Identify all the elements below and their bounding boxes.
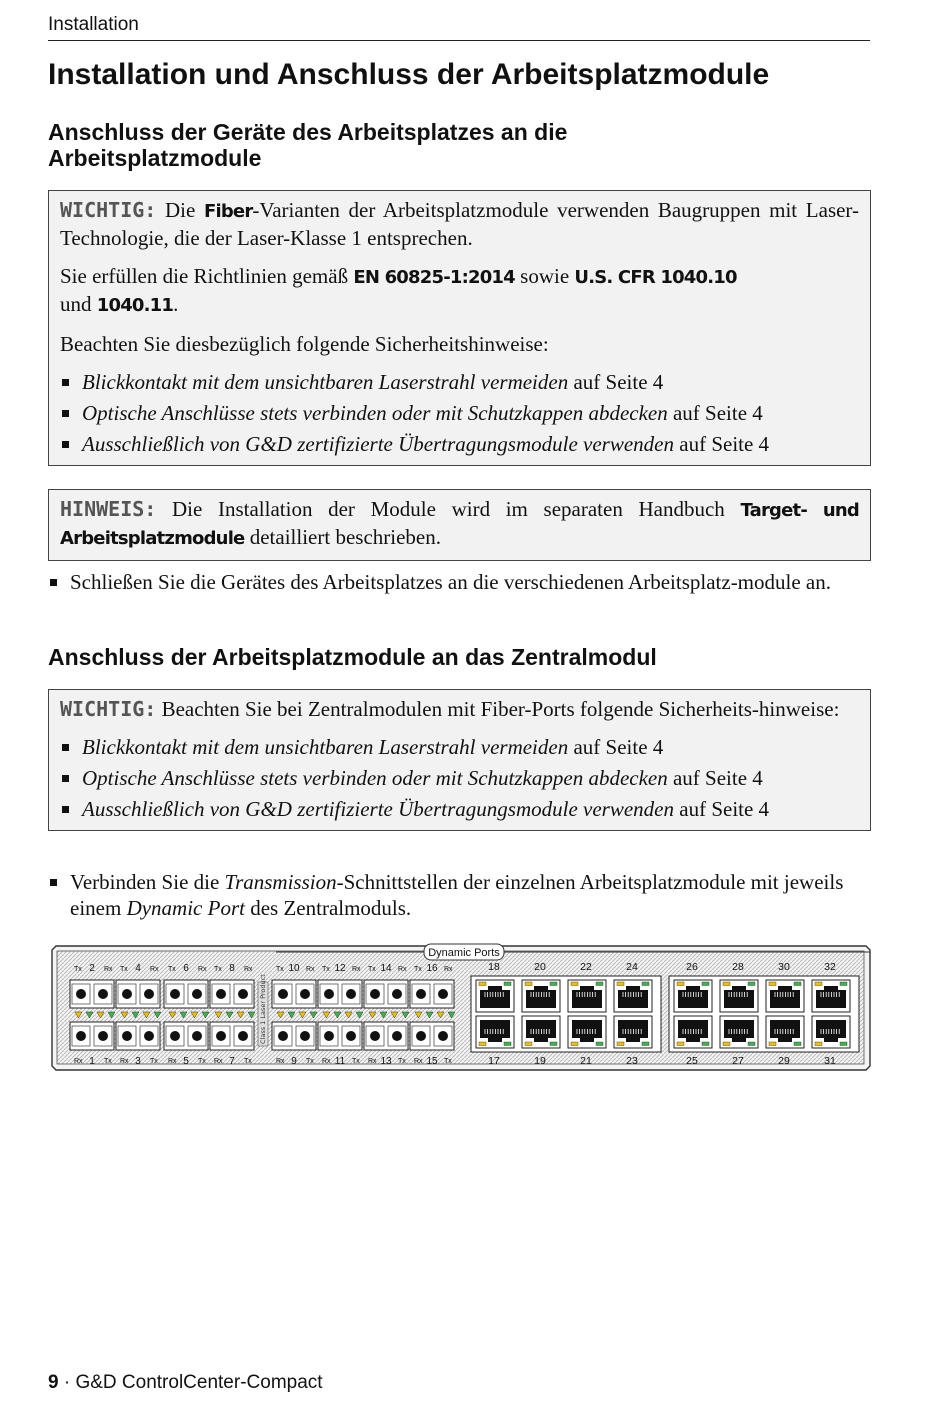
fiber-port-hole (324, 989, 334, 999)
sfp-port-number: 5 (183, 1056, 189, 1067)
fiber-port-hole (346, 1031, 356, 1041)
rj45-port-number: 18 (488, 961, 500, 973)
fiber-port-hole (416, 1031, 426, 1041)
sfp-port-number: 2 (89, 963, 95, 974)
sfp-tx-label: Tx (104, 1058, 112, 1065)
sfp-rx-label: Rx (104, 966, 113, 973)
step-item: Schließen Sie die Gerätes des Arbeitsplatzes an die verschiedenen Arbeitsplatz-module an. (48, 569, 858, 595)
rj45-led (840, 1042, 847, 1046)
running-header: Installation (48, 14, 870, 41)
important-box-1 (48, 190, 871, 466)
rj45-port-number: 26 (686, 961, 698, 973)
rj45-led (840, 982, 847, 986)
safety-link[interactable]: Optische Anschlüsse stets verbinden oder mit Schutzkappen abdecken (82, 766, 668, 790)
sfp-port-number: 14 (380, 963, 392, 974)
fiber-port-hole (300, 989, 310, 999)
important-box-2-text: WICHTIG: Beachten Sie bei Zentralmodulen mit Fiber-Ports folgende Sicherheits-hinweise: (60, 697, 840, 721)
sfp-tx-label: Tx (306, 1058, 314, 1065)
rj45-led (504, 982, 511, 986)
sfp-port-number: 12 (334, 963, 346, 974)
fiber-port-hole (192, 989, 202, 999)
standard-en: EN 60825-1:2014 (353, 267, 515, 288)
sfp-tx-label: Tx (368, 966, 376, 973)
page-number: 9 (48, 1372, 59, 1393)
standard-cfr: U.S. CFR 1040.10 (574, 267, 737, 288)
safety-link[interactable]: Ausschließlich von G&D zertifizierte Übertragungsmodule verwenden (82, 797, 674, 821)
page-title: Installation und Anschluss der Arbeitsplatzmodule (48, 58, 770, 91)
rj45-led (794, 982, 801, 986)
sfp-rx-label: Rx (198, 966, 207, 973)
sfp-rx-label: Rx (120, 1058, 129, 1065)
rj45-port-number: 29 (778, 1055, 790, 1067)
fiber-port-hole (170, 989, 180, 999)
rj45-led (677, 982, 684, 986)
sfp-rx-label: Rx (352, 966, 361, 973)
sfp-port-number: 11 (334, 1056, 346, 1067)
sfp-port-number: 13 (380, 1056, 392, 1067)
fiber-port-hole (370, 989, 380, 999)
sfp-port-number: 6 (183, 963, 189, 974)
note-label: HINWEIS: (60, 497, 157, 521)
important-label: WICHTIG: (60, 198, 157, 222)
rj45-led (769, 1042, 776, 1046)
sfp-rx-label: Rx (276, 1058, 285, 1065)
important-box-1-para3: Beachten Sie diesbezüglich folgende Sicherheitshinweise: (60, 332, 549, 356)
sfp-tx-label: Tx (168, 966, 176, 973)
fiber-port-hole (392, 989, 402, 999)
sfp-tx-label: Tx (414, 966, 422, 973)
fiber-port-hole (216, 989, 226, 999)
sfp-tx-label: Tx (352, 1058, 360, 1065)
rj45-port-number: 21 (580, 1055, 592, 1067)
sfp-rx-label: Rx (150, 966, 159, 973)
sfp-tx-label: Tx (120, 966, 128, 973)
fiber-port-hole (98, 1031, 108, 1041)
dynamic-ports-label: Dynamic Ports (428, 947, 500, 959)
fiber-port-hole (324, 1031, 334, 1041)
fiber-port-hole (370, 1031, 380, 1041)
important-box-1-para2: Sie erfüllen die Richtlinien gemäß EN 60825-1:2014 sowie U.S. CFR 1040.10 und 1040.11. (60, 264, 737, 316)
rj45-led (723, 982, 730, 986)
section2-heading: Anschluss der Arbeitsplatzmodule an das Zentralmodul (48, 644, 657, 670)
sfp-rx-label: Rx (444, 966, 453, 973)
fiber-port-hole (346, 989, 356, 999)
fiber-port-hole (238, 1031, 248, 1041)
rj45-led (702, 982, 709, 986)
note-text: HINWEIS: Die Installation der Module wird im separaten Handbuch Target- und Arbeitsplatzmodule detailliert beschrieben. (60, 497, 860, 549)
fiber-port-hole (216, 1031, 226, 1041)
rj45-led (642, 1042, 649, 1046)
rj45-led (550, 1042, 557, 1046)
sfp-port-number: 4 (135, 963, 141, 974)
rj45-port-number: 22 (580, 961, 592, 973)
fiber-port-hole (144, 989, 154, 999)
step-item: Verbinden Sie die Transmission-Schnittstellen der einzelnen Arbeitsplatzmodule mit jeweils einem Dynamic Port des Zentralmoduls. (48, 869, 858, 921)
fiber-port-hole (416, 989, 426, 999)
sfp-tx-label: Tx (74, 966, 82, 973)
fiber-port-hole (438, 989, 448, 999)
sfp-tx-label: Tx (322, 966, 330, 973)
rj45-port-number: 25 (686, 1055, 698, 1067)
rj45-led (596, 1042, 603, 1046)
sfp-tx-label: Tx (150, 1058, 158, 1065)
fiber-port-hole (122, 1031, 132, 1041)
sfp-rx-label: Rx (322, 1058, 331, 1065)
fiber-port-hole (278, 1031, 288, 1041)
sfp-tx-label: Tx (198, 1058, 206, 1065)
rj45-port-number: 20 (534, 961, 546, 973)
rj45-led (769, 982, 776, 986)
fiber-port-hole (144, 1031, 154, 1041)
rj45-led (596, 982, 603, 986)
sfp-rx-label: Rx (414, 1058, 423, 1065)
central-module-front-panel (48, 938, 874, 1078)
fiber-port-hole (76, 989, 86, 999)
rj45-led (479, 1042, 486, 1046)
fiber-port-hole (170, 1031, 180, 1041)
rj45-led (748, 982, 755, 986)
sfp-tx-label: Tx (444, 1058, 452, 1065)
sfp-port-number: 16 (426, 963, 438, 974)
sfp-rx-label: Rx (398, 966, 407, 973)
rj45-led (815, 1042, 822, 1046)
section1-heading: Anschluss der Geräte des Arbeitsplatzes an die Arbeitsplatzmodule (48, 119, 568, 171)
rj45-port-number: 23 (626, 1055, 638, 1067)
sfp-port-number: 3 (135, 1056, 141, 1067)
rj45-led (642, 982, 649, 986)
rj45-led (525, 1042, 532, 1046)
rj45-led (571, 982, 578, 986)
important-box-1-para1: WICHTIG: Die Fiber-Varianten der Arbeitsplatzmodule verwenden Baugruppen mit Laser-Technologie, die der Laser-Klasse 1 entsprechen. (60, 198, 860, 250)
laser-warning-text: Class 1 Laser Product (259, 974, 267, 1044)
rj45-led (550, 982, 557, 986)
rj45-led (504, 1042, 511, 1046)
fiber-port-hole (192, 1031, 202, 1041)
fiber-port-hole (438, 1031, 448, 1041)
rj45-port-number: 19 (534, 1055, 546, 1067)
rj45-led (723, 1042, 730, 1046)
sfp-port-number: 1 (89, 1056, 95, 1067)
list-item: Ausschließlich von G&D zertifizierte Übertragungsmodule verwenden auf Seite 4 (60, 796, 859, 822)
safety-list-2 (60, 734, 859, 822)
safety-link[interactable]: Ausschließlich von G&D zertifizierte Übertragungsmodule verwenden (82, 432, 674, 456)
rj45-port-number: 27 (732, 1055, 744, 1067)
important-box-2 (48, 689, 871, 831)
sfp-rx-label: Rx (74, 1058, 83, 1065)
sfp-rx-label: Rx (306, 966, 315, 973)
step-list-1 (48, 569, 858, 595)
rj45-port-number: 31 (824, 1055, 836, 1067)
fiber-port-hole (122, 989, 132, 999)
standard-cfr-2: 1040.11 (96, 295, 174, 316)
rj45-led (571, 1042, 578, 1046)
sfp-port-number: 10 (288, 963, 300, 974)
sfp-tx-label: Tx (244, 1058, 252, 1065)
important-label: WICHTIG: (60, 697, 157, 721)
rj45-led (617, 982, 624, 986)
rj45-led (677, 1042, 684, 1046)
rj45-led (815, 982, 822, 986)
sfp-port-number: 15 (426, 1056, 438, 1067)
rj45-port-number: 24 (626, 961, 638, 973)
rj45-led (479, 982, 486, 986)
fiber-port-hole (300, 1031, 310, 1041)
rj45-port-number: 32 (824, 961, 836, 973)
page-footer: 9 · G&D ControlCenter-Compact (48, 1372, 323, 1393)
fiber-port-hole (278, 989, 288, 999)
manual-title: Target- und Arbeitsplatzmodule (60, 500, 860, 549)
fiber-term: Fiber (203, 201, 253, 222)
sfp-port-number: 8 (229, 963, 235, 974)
note-box (48, 489, 871, 561)
sfp-tx-label: Tx (398, 1058, 406, 1065)
sfp-port-number: 7 (229, 1056, 235, 1067)
sfp-rx-label: Rx (168, 1058, 177, 1065)
sfp-port-number: 9 (291, 1056, 297, 1067)
list-item: Ausschließlich von G&D zertifizierte Übertragungsmodule verwenden auf Seite 4 (60, 431, 859, 457)
rj45-led (794, 1042, 801, 1046)
rj45-led (748, 1042, 755, 1046)
rj45-port-number: 28 (732, 961, 744, 973)
sfp-tx-label: Tx (214, 966, 222, 973)
rj45-port-number: 17 (488, 1055, 500, 1067)
safety-link[interactable]: Blickkontakt mit dem unsichtbaren Laserstrahl vermeiden (82, 735, 569, 759)
list-item: Optische Anschlüsse stets verbinden oder mit Schutzkappen abdecken auf Seite 4 (60, 400, 859, 426)
safety-link[interactable]: Optische Anschlüsse stets verbinden oder mit Schutzkappen abdecken (82, 401, 668, 425)
list-item: Blickkontakt mit dem unsichtbaren Laserstrahl vermeiden auf Seite 4 (60, 369, 859, 395)
fiber-port-hole (392, 1031, 402, 1041)
fiber-port-hole (76, 1031, 86, 1041)
sfp-rx-label: Rx (214, 1058, 223, 1065)
safety-list-1 (60, 369, 859, 457)
sfp-rx-label: Rx (368, 1058, 377, 1065)
step-list-2 (48, 869, 858, 921)
rj45-led (525, 982, 532, 986)
list-item: Blickkontakt mit dem unsichtbaren Laserstrahl vermeiden auf Seite 4 (60, 734, 859, 760)
sfp-tx-label: Tx (276, 966, 284, 973)
product-name: G&D ControlCenter-Compact (75, 1372, 323, 1393)
fiber-port-hole (98, 989, 108, 999)
rj45-led (702, 1042, 709, 1046)
sfp-rx-label: Rx (244, 966, 253, 973)
safety-link[interactable]: Blickkontakt mit dem unsichtbaren Laserstrahl vermeiden (82, 370, 569, 394)
rj45-led (617, 1042, 624, 1046)
rj45-port-number: 30 (778, 961, 790, 973)
fiber-port-hole (238, 989, 248, 999)
list-item: Optische Anschlüsse stets verbinden oder mit Schutzkappen abdecken auf Seite 4 (60, 765, 859, 791)
